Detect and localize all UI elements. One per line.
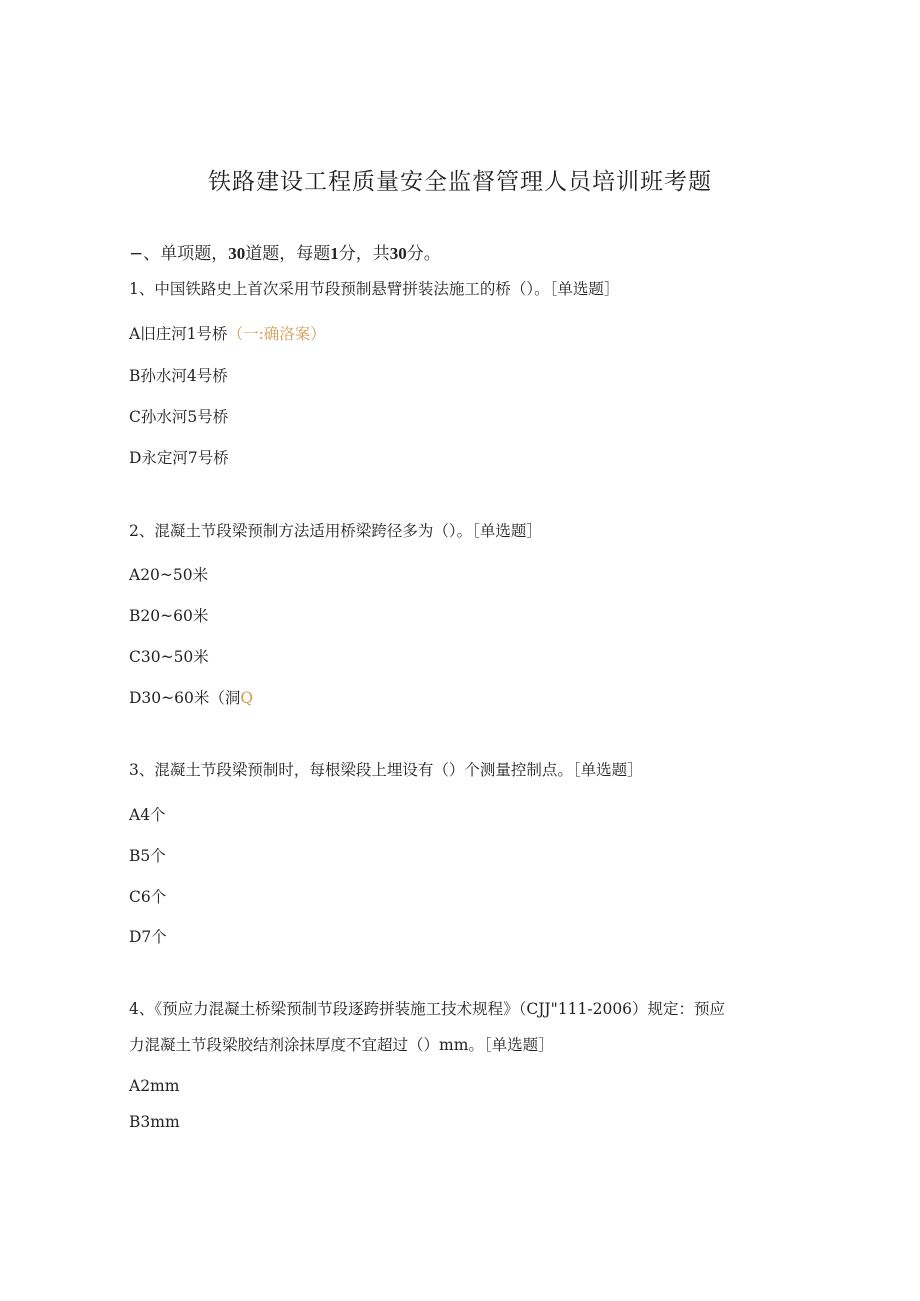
question-4-text-line-2: 力混凝土节段梁胶结剂涂抹厚度不宜超过（）mm。［单选题］ [129,1036,554,1054]
question-1-option-a [129,322,326,344]
question-2-option-d [129,686,253,708]
question-count: 30 [228,244,246,263]
question-1-text: 1、中国铁路史上首次采用节段预制悬臂拼装法施工的桥（）。［单选题］ [129,280,620,298]
question-1-option-b: B孙水河4号桥 [129,367,228,385]
question-2-text: 2、混凝土节段梁预制方法适用桥梁跨径多为（）。［单选题］ [129,522,542,540]
question-1-option-d: D永定河7号桥 [129,449,229,467]
question-3-text: 3、混凝土节段梁预制时，每根梁段上埋设有（）个测量控制点。［单选题］ [129,761,643,779]
section-prefix: −、单项题， [129,244,229,264]
question-2-option-c: C30~50米 [129,648,209,666]
option-label: D30~60米（洞 [129,689,241,707]
question-2-option-a: A20~50米 [129,566,209,584]
question-4-text-line-1: 4、《预应力混凝土桥梁预制节段逐跨拼装施工技术规程》（CJJ"111-2006）规定：预应 [129,1000,726,1018]
section-mid2: 分，共 [338,244,390,264]
page-title: 铁路建设工程质量安全监督管理人员培训班考题 [208,169,712,195]
question-4-option-a: A2mm [129,1077,180,1095]
question-2-option-b: B20~60米 [129,607,209,625]
score-per-question: 1 [330,244,339,263]
option-label: A旧庄河1号桥 [129,325,228,343]
answer-note: （一:确洛案） [227,325,326,343]
section-heading [129,239,441,264]
question-4-option-b: B3mm [129,1113,180,1131]
section-suffix: 分。 [406,244,441,264]
section-mid1: 道题，每题 [245,244,331,264]
answer-note: Q [240,689,254,707]
question-3-option-b: B5个 [129,847,166,865]
question-3-option-a: A4个 [129,806,166,824]
total-score: 30 [389,244,407,263]
question-3-option-c: C6个 [129,888,167,906]
question-1-option-c: C孙水河5号桥 [129,408,229,426]
question-3-option-d: D7个 [129,928,167,946]
